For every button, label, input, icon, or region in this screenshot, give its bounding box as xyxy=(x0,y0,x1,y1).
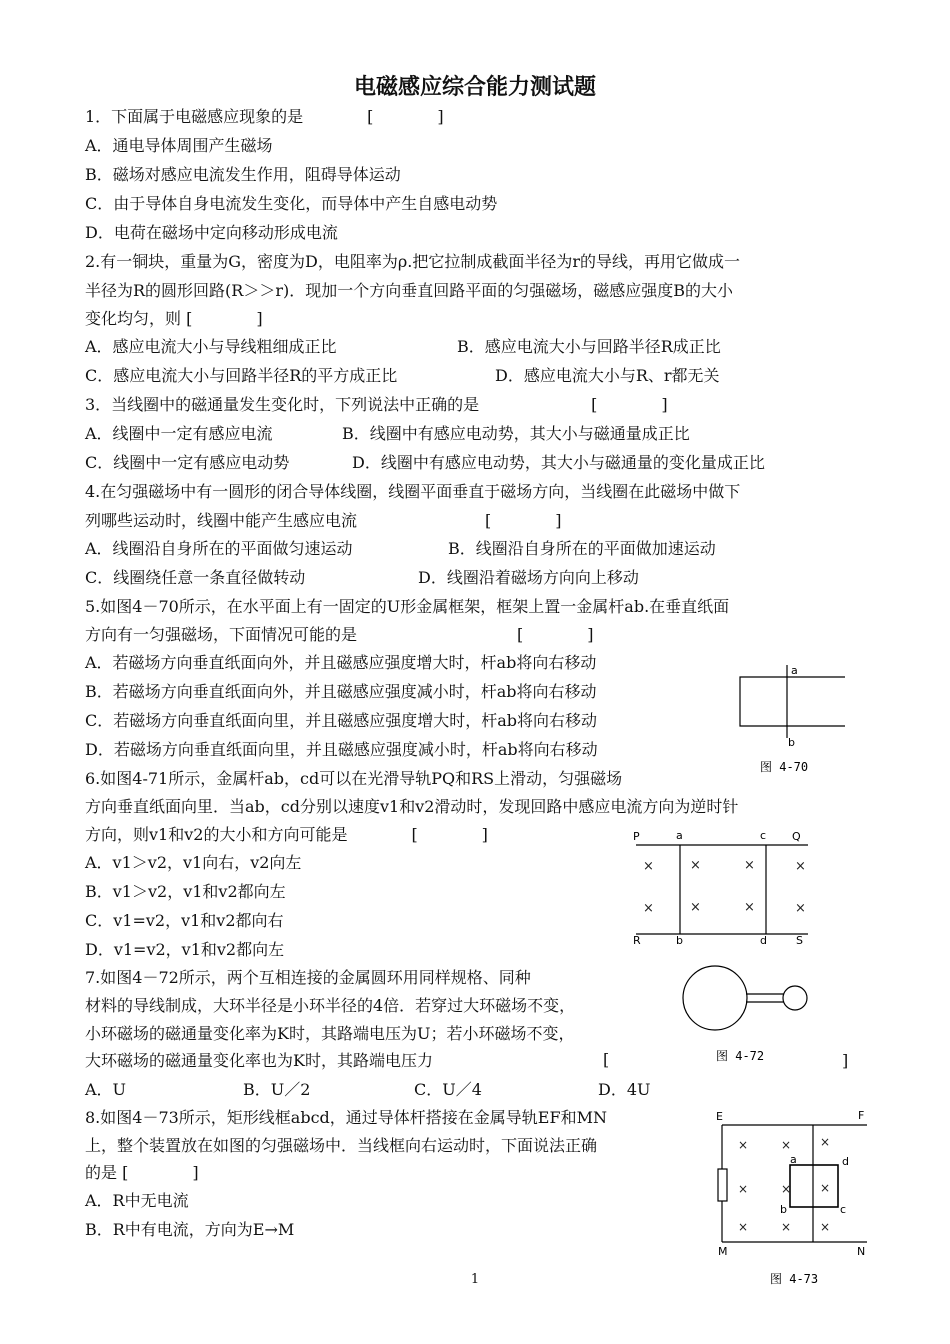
q1-option-c: C．由于导体自身电流发生变化，而导体中产生自感电动势 xyxy=(85,194,498,213)
q1-option-a: A．通电导体周围产生磁场 xyxy=(85,136,273,155)
fig471-cross: × xyxy=(690,900,701,915)
q4-option-b: B．线圈沿自身所在的平面做加速运动 xyxy=(448,539,716,558)
fig471-label-d: d xyxy=(760,934,767,947)
q7-stem-line3: 小环磁场的磁通量变化率为K时，其路端电压为U；若小环磁场不变， xyxy=(85,1024,575,1043)
q1-stem: 1．下面属于电磁感应现象的是 [ ] xyxy=(85,107,444,126)
q3-option-b: B．线圈中有感应电动势，其大小与磁通量成正比 xyxy=(342,424,690,443)
figure-4-73 xyxy=(712,1105,872,1290)
fig473-cross: × xyxy=(781,1138,792,1152)
fig473-caption: 图 4-73 xyxy=(770,1272,819,1286)
fig470-label-b: b xyxy=(788,736,795,749)
q2-stem-line1: 2.有一铜块，重量为G，密度为D，电阻率为ρ.把它拉制成截面半径为r的导线，再用它做成一 xyxy=(85,252,741,271)
q1-option-d: D．电荷在磁场中定向移动形成电流 xyxy=(85,223,338,242)
fig473-label-a: a xyxy=(790,1153,797,1166)
fig471-cross: × xyxy=(643,859,654,874)
q6-option-b: B．v1＞v2，v1和v2都向左 xyxy=(85,882,286,901)
figure-4-70 xyxy=(735,660,855,780)
fig472-caption: 图 4-72 xyxy=(716,1049,765,1063)
q4-stem-line1: 4.在匀强磁场中有一圆形的闭合导体线圈，线圈平面垂直于磁场方向，当线圈在此磁场中做下 xyxy=(85,482,741,501)
figure-4-71 xyxy=(628,826,818,952)
q7-option-a: A．U xyxy=(85,1080,127,1099)
fig471-cross: × xyxy=(795,901,806,916)
q6-option-a: A．v1＞v2，v1向右，v2向左 xyxy=(85,853,302,872)
page-number: 1 xyxy=(470,1272,480,1287)
fig473-label-c: c xyxy=(840,1203,847,1216)
q7-bracket-close: ] xyxy=(842,1051,849,1070)
q6-stem-line3: 方向，则v1和v2的大小和方向可能是 [ ] xyxy=(85,825,488,844)
q4-option-a: A．线圈沿自身所在的平面做匀速运动 xyxy=(85,539,353,558)
q6-option-c: C．v1=v2，v1和v2都向右 xyxy=(85,911,284,930)
fig473-cross: × xyxy=(781,1182,792,1196)
fig473-cross: × xyxy=(820,1135,831,1149)
fig471-cross: × xyxy=(643,901,654,916)
q6-stem-line2: 方向垂直纸面向里．当ab，cd分别以速度v1和v2滑动时，发现回路中感应电流方向为逆时针 xyxy=(85,797,739,816)
q7-bracket-open: [ xyxy=(603,1050,610,1069)
q7-option-b: B．U／2 xyxy=(243,1080,311,1099)
q8-option-a: A．R中无电流 xyxy=(85,1191,189,1210)
q4-stem-line2: 列哪些运动时，线圈中能产生感应电流 [ ] xyxy=(85,511,562,530)
q5-option-b: B．若磁场方向垂直纸面向外，并且磁感应强度减小时，杆ab将向右移动 xyxy=(85,682,597,701)
fig473-label-M: M xyxy=(718,1245,728,1258)
q5-option-c: C．若磁场方向垂直纸面向里，并且磁感应强度增大时，杆ab将向右移动 xyxy=(85,711,598,730)
fig471-cross: × xyxy=(690,858,701,873)
fig471-label-S: S xyxy=(796,934,803,947)
fig473-cross: × xyxy=(738,1138,749,1152)
q4-option-c: C．线圈绕任意一条直径做转动 xyxy=(85,568,306,587)
q3-option-c: C．线圈中一定有感应电动势 xyxy=(85,453,290,472)
q2-option-c: C．感应电流大小与回路半径R的平方成正比 xyxy=(85,366,398,385)
fig470-caption: 图 4-70 xyxy=(760,760,809,774)
q7-option-d: D．4U xyxy=(598,1080,651,1099)
q5-stem-line2: 方向有一匀强磁场，下面情况可能的是 [ ] xyxy=(85,625,594,644)
q3-option-a: A．线圈中一定有感应电流 xyxy=(85,424,273,443)
fig470-label-a: a xyxy=(791,664,798,677)
fig473-cross: × xyxy=(738,1220,749,1234)
q3-option-d: D．线圈中有感应电动势，其大小与磁通量的变化量成正比 xyxy=(352,453,765,472)
fig471-cross: × xyxy=(744,858,755,873)
fig471-label-b: b xyxy=(676,934,683,947)
fig473-label-E: E xyxy=(716,1110,723,1123)
fig473-label-N: N xyxy=(857,1245,866,1258)
q7-stem-line2: 材料的导线制成，大环半径是小环半径的4倍．若穿过大环磁场不变， xyxy=(85,996,576,1015)
fig471-label-R: R xyxy=(633,934,641,947)
q6-stem-line1: 6.如图4-71所示，金属杆ab，cd可以在光滑导轨PQ和RS上滑动，匀强磁场 xyxy=(85,769,623,788)
page-title: 电磁感应综合能力测试题 xyxy=(353,75,596,100)
q1-option-b: B．磁场对感应电流发生作用，阻碍导体运动 xyxy=(85,165,401,184)
fig471-label-Q: Q xyxy=(792,830,801,843)
q2-stem-line2: 半径为R的圆形回路(R＞＞r)．现加一个方向垂直回路平面的匀强磁场，磁感应强度B的大小 xyxy=(85,281,733,300)
q2-option-b: B．感应电流大小与回路半径R成正比 xyxy=(457,337,721,356)
q2-stem-line3: 变化均匀，则 [ ] xyxy=(85,309,263,328)
q2-option-d: D．感应电流大小与R、r都无关 xyxy=(495,366,720,385)
q7-stem-line1: 7.如图4－72所示，两个互相连接的金属圆环用同样规格、同种 xyxy=(85,968,531,987)
fig471-label-a: a xyxy=(676,829,683,842)
fig471-label-c: c xyxy=(760,829,767,842)
q8-stem-line1: 8.如图4－73所示，矩形线框abcd，通过导体杆搭接在金属导轨EF和MN xyxy=(85,1108,607,1127)
q5-option-a: A．若磁场方向垂直纸面向外，并且磁感应强度增大时，杆ab将向右移动 xyxy=(85,653,597,672)
fig471-label-P: P xyxy=(633,830,640,843)
q3-stem: 3．当线圈中的磁通量发生变化时，下列说法中正确的是 [ ] xyxy=(85,395,668,414)
fig473-cross: × xyxy=(820,1181,831,1195)
q2-option-a: A．感应电流大小与导线粗细成正比 xyxy=(85,337,337,356)
q8-stem-line3: 的是 [ ] xyxy=(85,1163,199,1182)
q7-stem-line4: 大环磁场的磁通量变化率也为K时，其路端电压力 xyxy=(85,1051,433,1070)
q4-option-d: D．线圈沿着磁场方向向上移动 xyxy=(418,568,639,587)
q5-option-d: D．若磁场方向垂直纸面向里，并且磁感应强度减小时，杆ab将向右移动 xyxy=(85,740,598,759)
fig473-cross: × xyxy=(781,1220,792,1234)
fig473-label-b: b xyxy=(780,1203,787,1216)
fig471-cross: × xyxy=(744,900,755,915)
q5-stem-line1: 5.如图4－70所示，在水平面上有一固定的U形金属框架，框架上置一金属杆ab.在垂直纸面 xyxy=(85,597,730,616)
fig473-cross: × xyxy=(820,1220,831,1234)
q7-option-c: C．U／4 xyxy=(414,1080,482,1099)
fig473-label-d: d xyxy=(842,1155,849,1168)
fig473-label-F: F xyxy=(858,1109,865,1122)
fig471-cross: × xyxy=(795,859,806,874)
figure-4-72 xyxy=(678,958,818,1068)
q6-option-d: D．v1=v2，v1和v2都向左 xyxy=(85,940,285,959)
fig473-cross: × xyxy=(738,1182,749,1196)
q8-stem-line2: 上，整个装置放在如图的匀强磁场中．当线框向右运动时，下面说法正确 xyxy=(85,1136,598,1155)
q8-option-b: B．R中有电流，方向为E→M xyxy=(85,1220,295,1239)
